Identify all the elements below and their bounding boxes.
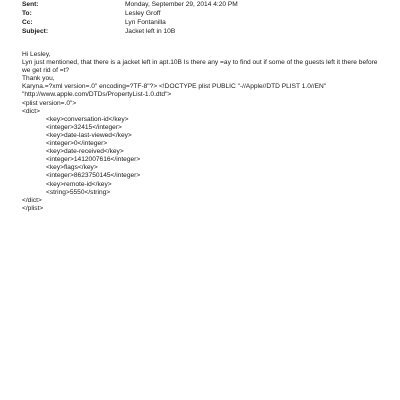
cc-label: Cc: bbox=[22, 19, 33, 26]
dict-line: <key>remote-id</key> bbox=[46, 180, 112, 188]
plist-open-tag: <plist version=.0"> bbox=[22, 99, 77, 107]
dict-line: <integer>32415</integer> bbox=[46, 123, 122, 131]
subject-value: Jacket left in 10B bbox=[125, 28, 176, 35]
to-value: Lesley Groff bbox=[125, 10, 161, 17]
dict-line: <integer>8623750145</integer> bbox=[46, 172, 141, 180]
subject-label: Subject: bbox=[22, 28, 49, 35]
email-body bbox=[22, 51, 380, 213]
dict-line: <key>date-received</key> bbox=[46, 148, 124, 156]
dict-line: <key>conversation-id</key> bbox=[46, 115, 129, 123]
dict-line: <integer>1412007616</integer> bbox=[46, 156, 141, 164]
greeting: Hi Lesley, bbox=[22, 51, 51, 58]
dict-line: <key>flags</key> bbox=[46, 164, 98, 172]
dict-open-tag: <dict> bbox=[22, 107, 40, 115]
sent-label: Sent: bbox=[22, 1, 39, 8]
dict-close-tag: </dict> bbox=[22, 196, 42, 204]
to-label: To: bbox=[22, 10, 32, 17]
dtd-url-line: "http://www.apple.com/DTDs/PropertyList-1.0.dtd"> bbox=[22, 91, 172, 99]
dict-line: <string>5550</string> bbox=[46, 188, 111, 196]
sent-value: Monday, September 29, 2014 4:20 PM bbox=[125, 1, 238, 8]
message-text: Lyn just mentioned, that there is a jacket left in apt.10B Is there any =ay to find out if some of the guests left it there before we get rid of =t? bbox=[22, 59, 378, 75]
dict-line: <integer>0</integer> bbox=[46, 140, 108, 148]
signature-xml-line: Karyna.=?xml version=.0" encoding=?TF-8"?> <!DOCTYPE plist PUBLIC "-//Apple//DTD PLIST 1.0//EN" bbox=[22, 83, 327, 91]
dict-line: <key>date-last-viewed</key> bbox=[46, 131, 132, 139]
thanks-line: Thank you, bbox=[22, 75, 55, 83]
plist-close-tag: </plist> bbox=[22, 204, 44, 212]
cc-value: Lyn Fontanilla bbox=[125, 19, 166, 26]
